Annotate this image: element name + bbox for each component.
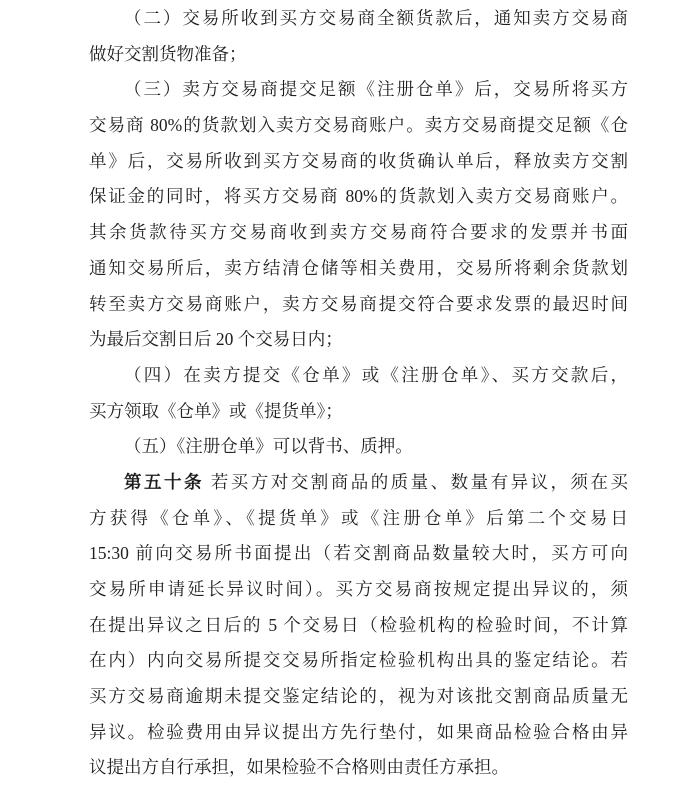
text-line: （二）交易所收到买方交易商全额货款后，通知卖方交易商: [124, 8, 628, 28]
text-line: 单》后，交易所收到买方交易商的收货确认单后，释放卖方交割: [89, 150, 628, 171]
text-line: 其余货款待买方交易商收到卖方交易商符合要求的发票并书面: [89, 222, 628, 243]
text-line: 交易所申请延长异议时间）。买方交易商按规定提出异议的，须: [89, 579, 628, 599]
text-line: 转至卖方交易商账户，卖方交易商提交符合要求发票的最迟时间: [89, 293, 628, 314]
text-line: （五）《注册仓单》可以背书、质押。: [124, 436, 413, 457]
text-line: 在提出异议之日后的 5 个交易日（检验机构的检验时间，不计算: [89, 614, 628, 635]
article-50-text: 若买方对交割商品的质量、数量有异议，须在买: [203, 471, 628, 492]
text-line: [89, 465, 628, 501]
text-line: 议提出方自行承担，如果检验不合格则由责任方承担。: [89, 757, 509, 778]
text-line: 买方领取《仓单》或《提货单》；: [89, 400, 343, 421]
text-line: 方获得《仓单》、《提货单》或《注册仓单》后第二个交易日: [89, 507, 628, 528]
text-line: （四）在卖方提交《仓单》或《注册仓单》、买方交款后，: [124, 364, 628, 385]
text-line: 异议。检验费用由异议提出方先行垫付，如果商品检验合格由异: [89, 721, 628, 742]
text-line: 在内）内向交易所提交交易所指定检验机构出具的鉴定结论。若: [89, 650, 628, 671]
text-line: 交易商 80%的货款划入卖方交易商账户。卖方交易商提交足额《仓: [89, 115, 628, 136]
text-line: （三）卖方交易商提交足额《注册仓单》后，交易所将买方: [124, 79, 628, 100]
text-block: [89, 1, 628, 786]
text-line: 通知交易所后，卖方结清仓储等相关费用，交易所将剩余货款划: [89, 257, 628, 278]
article-50-heading: 第五十条: [124, 471, 204, 492]
text-line: 15:30 前向交易所书面提出（若交割商品数量较大时，买方可向: [89, 543, 628, 564]
text-line: 保证金的同时，将买方交易商 80%的货款划入卖方交易商账户。: [89, 186, 628, 207]
text-line: 做好交割货物准备；: [89, 43, 247, 64]
text-line: 买方交易商逾期未提交鉴定结论的，视为对该批交割商品质量无: [89, 686, 628, 707]
text-line: 为最后交割日后 20 个交易日内；: [89, 329, 343, 350]
